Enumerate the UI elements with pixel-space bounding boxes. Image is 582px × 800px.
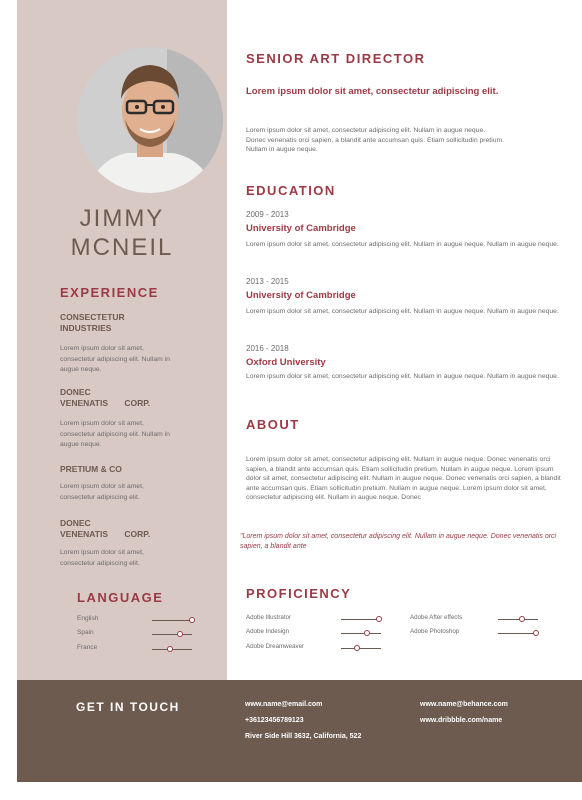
experience-company: DONEC VENENATIS CORP. <box>60 518 151 539</box>
language-row <box>77 629 207 639</box>
education-text: Lorem ipsum dolor sit amet, consectetur adipiscing elit. Nullam in augue neque. Nullam in augue neque. <box>246 308 559 315</box>
experience-company: CONSECTETUR INDUSTRIES <box>60 312 125 333</box>
education-years: 2009 - 2013 <box>246 210 289 219</box>
profile-photo <box>77 47 223 193</box>
language-row <box>77 615 207 625</box>
proficiency-slider-track <box>498 633 538 634</box>
sidebar <box>17 0 227 680</box>
contact-footer <box>17 680 582 782</box>
proficiency-slider-knob <box>354 645 360 651</box>
language-label: English <box>77 615 99 622</box>
about-text: Lorem ipsum dolor sit amet, consectetur adipiscing elit. Nullam in augue neque. Donec venenatis orci sapien, a blandit ante accumsan quis. Etiam sollicitudin pretium. Nullam in augue neque. Lorem ipsum dolor sit amet, consectetur adipiscing elit. Nullam in augue neque. Donec venenatis orci sapien, a blandit ante accumsan quis. Etiam sollicitudin pretium. Nullam in augue neque. Lorem ipsum dolor sit amet, consectetur adipiscing elit. Nullam in augue neque. Donec <box>246 456 561 502</box>
education-years: 2016 - 2018 <box>246 344 289 353</box>
proficiency-slider-knob <box>364 630 370 636</box>
name-last: MCNEIL <box>70 234 174 261</box>
education-heading: EDUCATION <box>246 183 336 198</box>
contact-phone[interactable]: +36123456789123 <box>245 717 304 724</box>
language-slider-knob <box>177 631 183 637</box>
experience-text: Lorem ipsum dolor sit amet, consectetur adipiscing elit. Nullam in augue neque. <box>60 345 170 373</box>
name-first: JIMMY <box>79 205 165 232</box>
proficiency-label: Adobe Photoshop <box>410 628 460 635</box>
language-slider-knob <box>167 646 173 652</box>
job-title: SENIOR ART DIRECTOR <box>246 51 426 66</box>
language-row <box>77 644 207 654</box>
experience-heading: EXPERIENCE <box>60 285 159 300</box>
proficiency-label: Adobe Indesign <box>246 628 290 635</box>
tagline: Lorem ipsum dolor sit amet, consectetur adipiscing elit. <box>246 86 499 97</box>
proficiency-slider-track <box>341 619 381 620</box>
language-slider-track <box>152 620 192 621</box>
proficiency-heading: PROFICIENCY <box>246 586 352 601</box>
education-years: 2013 - 2015 <box>246 277 289 286</box>
experience-text: Lorem ipsum dolor sit amet, consectetur adipiscing elit. <box>60 549 144 567</box>
language-slider-knob <box>189 617 195 623</box>
experience-company: PRETIUM & CO <box>60 464 122 474</box>
education-school: University of Cambridge <box>246 223 356 234</box>
proficiency-slider-track <box>341 633 381 634</box>
proficiency-slider-knob <box>519 616 525 622</box>
education-text: Lorem ipsum dolor sit amet, consectetur adipiscing elit. Nullam in augue neque. Nullam in augue neque. <box>246 241 559 248</box>
proficiency-label: Adobe Illustrator <box>246 614 292 621</box>
contact-heading: GET IN TOUCH <box>76 700 180 714</box>
proficiency-slider-knob <box>376 616 382 622</box>
proficiency-row <box>410 614 550 624</box>
language-heading: LANGUAGE <box>77 590 164 605</box>
proficiency-slider-knob <box>533 630 539 636</box>
proficiency-label: Adobe Dreamweaver <box>246 643 305 650</box>
contact-dribbble[interactable]: www.dribbble.com/name <box>420 717 503 724</box>
proficiency-row <box>246 628 386 638</box>
about-quote: "Lorem ipsum dolor sit amet, consectetur adipiscing elit. Nullam in augue neque. Donec venenatis orci sapien, a blandit ante <box>240 533 557 550</box>
education-school: Oxford University <box>246 357 326 368</box>
portrait-image <box>77 47 223 193</box>
contact-behance[interactable]: www.name@behance.com <box>420 701 508 708</box>
language-label: France <box>77 644 98 651</box>
education-school: University of Cambridge <box>246 290 356 301</box>
education-text: Lorem ipsum dolor sit amet, consectetur adipiscing elit. Nullam in augue neque. Nullam in augue neque. <box>246 373 559 380</box>
proficiency-row <box>410 628 550 638</box>
experience-text: Lorem ipsum dolor sit amet, consectetur adipiscing elit. <box>60 483 144 501</box>
language-label: Spain <box>77 629 94 636</box>
contact-email[interactable]: www.name@email.com <box>245 701 323 708</box>
proficiency-slider-track <box>498 619 538 620</box>
proficiency-label: Adobe After effects <box>410 614 463 621</box>
intro-text: Lorem ipsum dolor sit amet, consectetur adipiscing elit. Nullam in augue neque. Donec venenatis orci sapien, a blandit ante accumsan quis. Etiam sollicitudin pretium. Nullam in augue neque. <box>246 127 505 154</box>
experience-company: DONEC VENENATIS CORP. <box>60 387 151 408</box>
about-heading: ABOUT <box>246 417 300 432</box>
proficiency-row <box>246 643 386 653</box>
proficiency-row <box>246 614 386 624</box>
language-slider-track <box>152 634 192 635</box>
proficiency-slider-track <box>341 648 381 649</box>
experience-text: Lorem ipsum dolor sit amet, consectetur adipiscing elit. Nullam in augue neque. <box>60 420 170 448</box>
contact-address: River Side Hill 3632, California, 522 <box>245 733 362 740</box>
